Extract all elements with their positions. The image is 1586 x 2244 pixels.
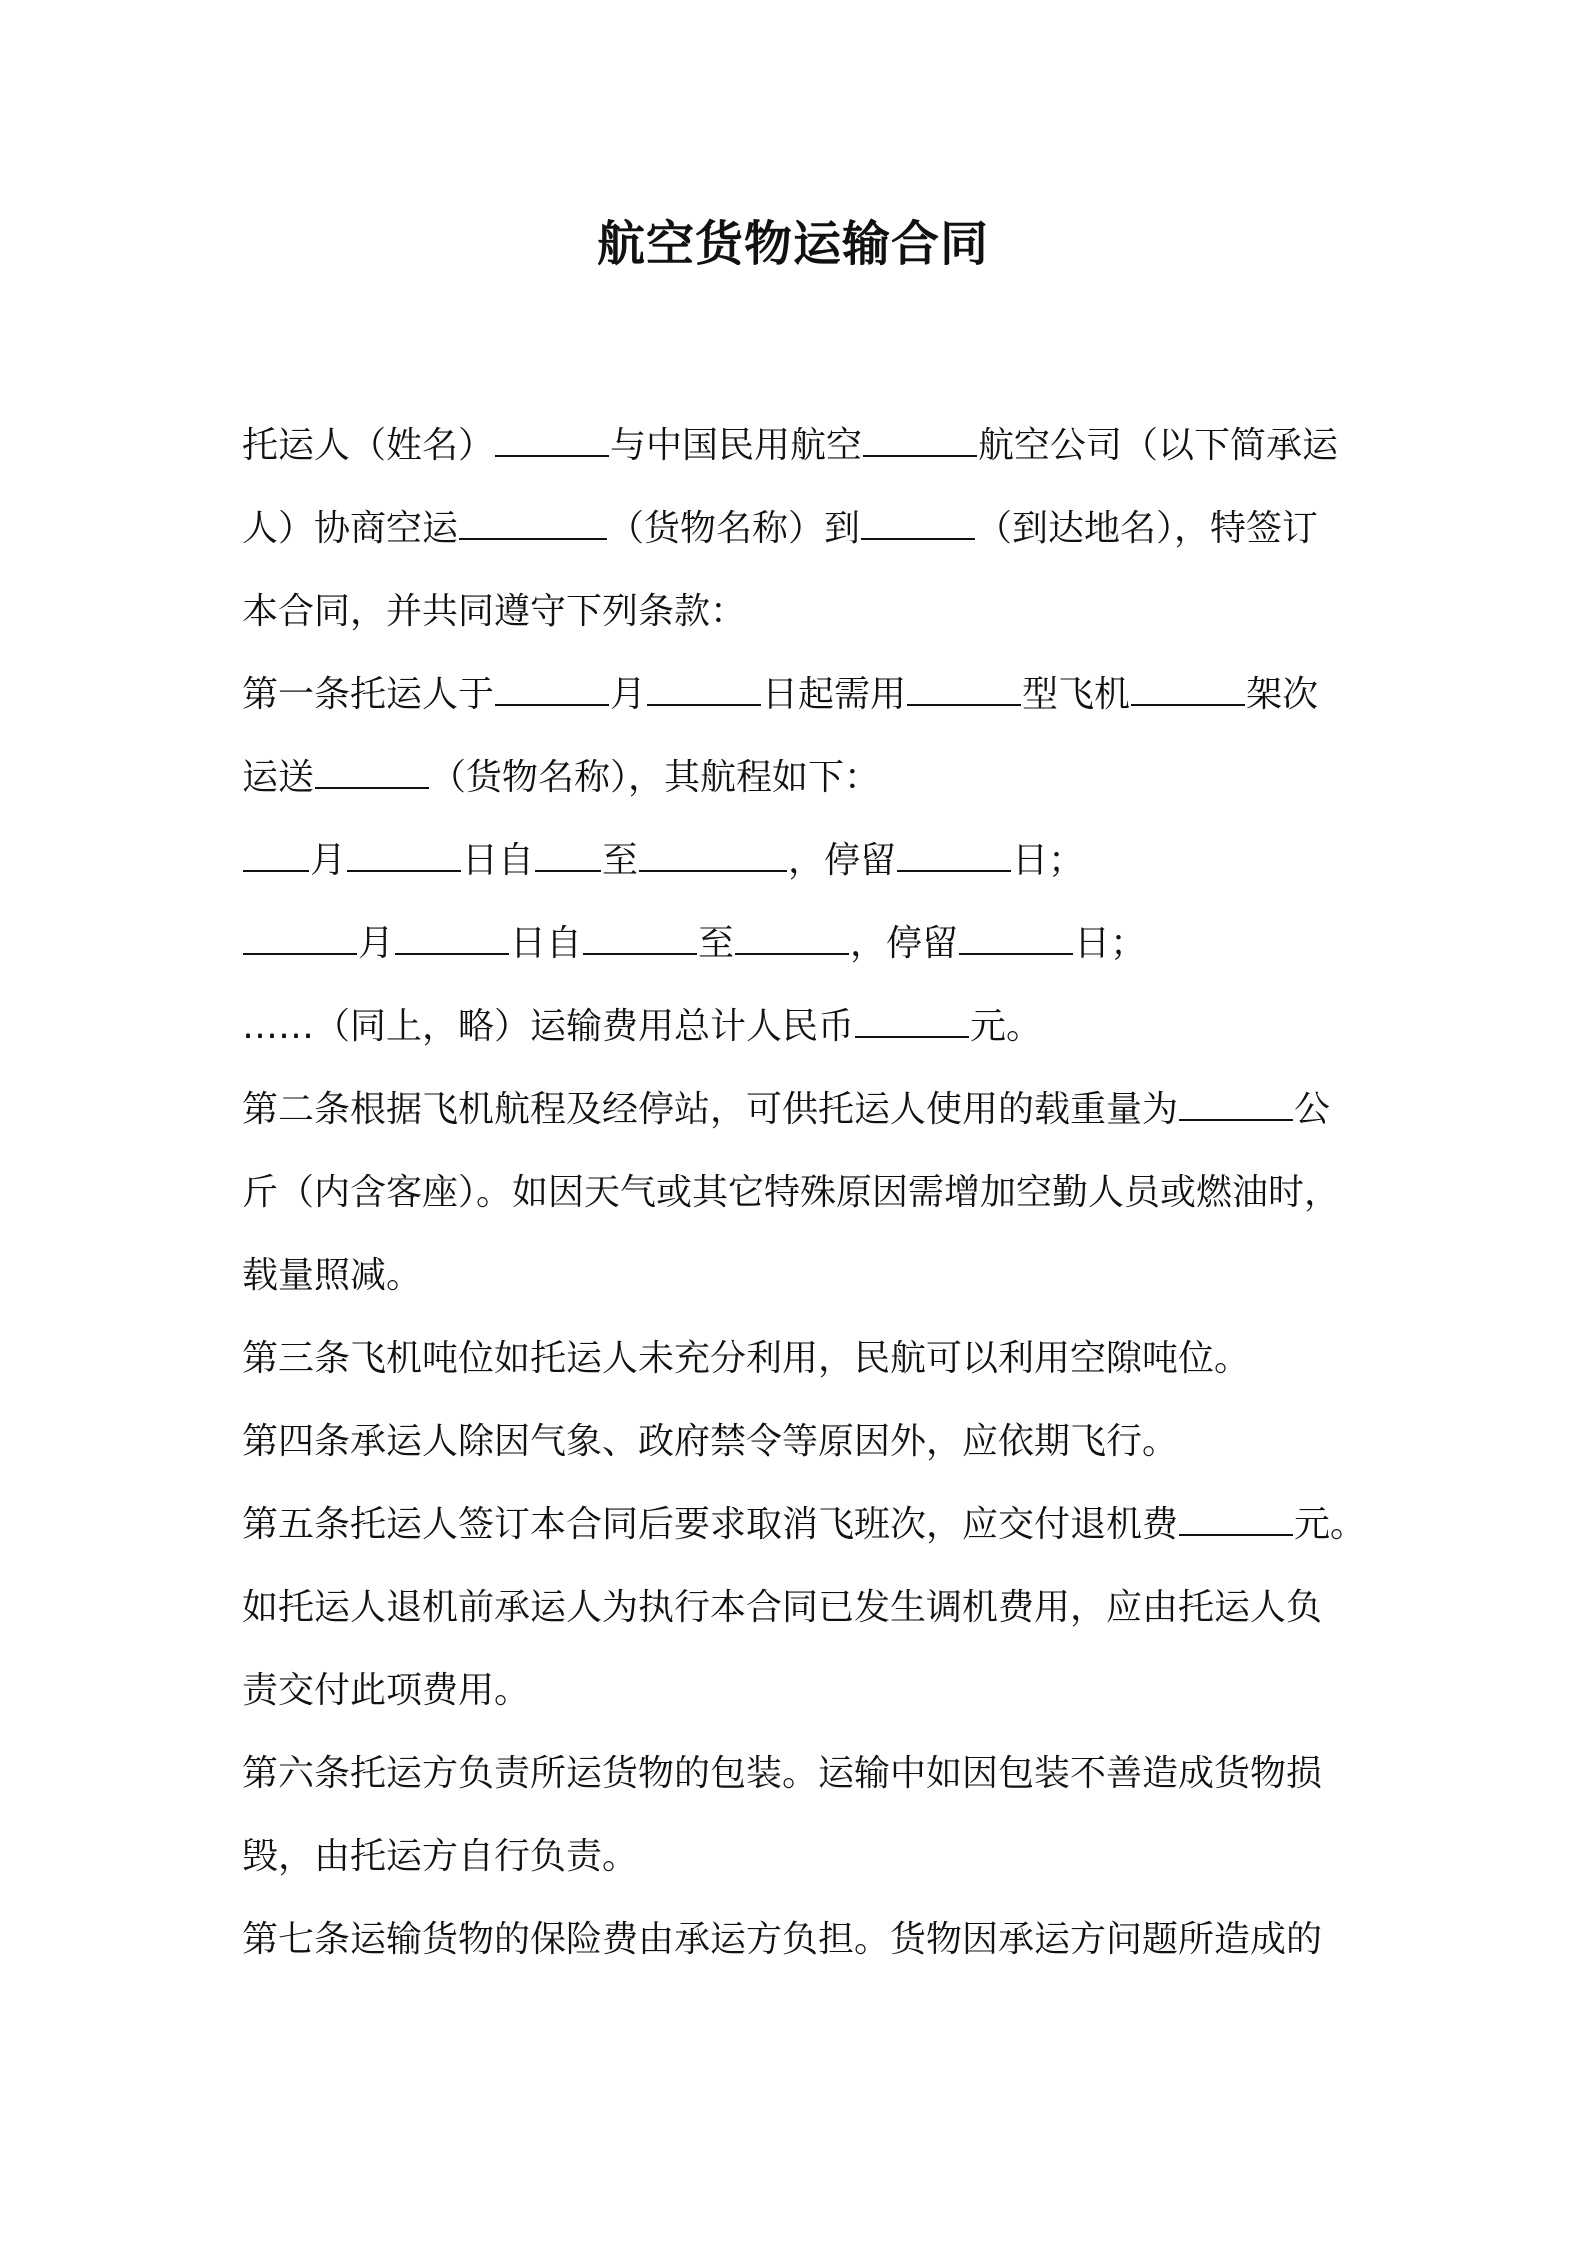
blank-cargo-name[interactable] bbox=[315, 757, 429, 789]
text-segment: 元。 bbox=[1294, 1504, 1367, 1545]
text-segment: 运送 bbox=[242, 757, 315, 798]
text-segment: 架次 bbox=[1246, 674, 1319, 715]
text-segment: 如托运人退机前承运人为执行本合同已发生调机费用，应由托运人负 bbox=[242, 1587, 1323, 1628]
text-segment: 日； bbox=[1012, 840, 1085, 881]
paragraph-line bbox=[242, 1483, 1392, 1566]
blank-day[interactable] bbox=[395, 923, 509, 955]
paragraph-line bbox=[242, 1732, 1392, 1815]
blank-month[interactable] bbox=[243, 840, 309, 872]
text-segment: 第五条托运人签订本合同后要求取消飞班次，应交付退机费 bbox=[242, 1504, 1179, 1545]
text-segment: 斤（内含客座）。如因天气或其它特殊原因需增加空勤人员或燃油时， bbox=[242, 1172, 1341, 1213]
text-segment: 日； bbox=[1074, 923, 1147, 964]
paragraph-line bbox=[242, 1400, 1392, 1483]
paragraph-line bbox=[242, 819, 1392, 902]
text-segment: ……（同上，略）运输费用总计人民币 bbox=[242, 1006, 855, 1047]
blank-day[interactable] bbox=[647, 674, 761, 706]
paragraph-line bbox=[242, 487, 1392, 570]
text-segment: ，停留 bbox=[788, 840, 897, 881]
text-segment: 第七条运输货物的保险费由承运方负担。货物因承运方问题所造成的 bbox=[242, 1919, 1323, 1960]
blank-cancel-fee[interactable] bbox=[1179, 1504, 1293, 1536]
text-segment: 本合同，并共同遵守下列条款： bbox=[242, 591, 747, 632]
text-segment: 日自 bbox=[462, 840, 535, 881]
text-segment: 航空公司（以下简承运 bbox=[978, 425, 1339, 466]
text-segment: 型飞机 bbox=[1022, 674, 1131, 715]
text-segment: 毁，由托运方自行负责。 bbox=[242, 1836, 639, 1877]
contract-body bbox=[242, 404, 1392, 1981]
text-segment: 至 bbox=[602, 840, 639, 881]
blank-total-fee[interactable] bbox=[855, 1006, 969, 1038]
paragraph-line bbox=[242, 1566, 1392, 1649]
paragraph-line bbox=[242, 1151, 1392, 1234]
text-segment: ，停留 bbox=[850, 923, 959, 964]
blank-sorties[interactable] bbox=[1131, 674, 1245, 706]
text-segment: 月 bbox=[358, 923, 395, 964]
blank-month[interactable] bbox=[495, 674, 609, 706]
blank-stay-days[interactable] bbox=[959, 923, 1073, 955]
text-segment: 公 bbox=[1294, 1089, 1331, 1130]
paragraph-line bbox=[242, 404, 1392, 487]
text-segment: 日自 bbox=[510, 923, 583, 964]
paragraph-line bbox=[242, 902, 1392, 985]
text-segment: 第三条飞机吨位如托运人未充分利用，民航可以利用空隙吨位。 bbox=[242, 1338, 1251, 1379]
text-segment: 第四条承运人除因气象、政府禁令等原因外，应依期飞行。 bbox=[242, 1421, 1179, 1462]
text-segment: （到达地名），特签订 bbox=[976, 508, 1319, 549]
blank-origin[interactable] bbox=[583, 923, 697, 955]
text-segment: 月 bbox=[610, 674, 647, 715]
blank-cargo-name[interactable] bbox=[459, 508, 607, 540]
paragraph-line bbox=[242, 736, 1392, 819]
blank-destination[interactable] bbox=[861, 508, 975, 540]
paragraph-line bbox=[242, 570, 1392, 653]
text-segment: 第六条托运方负责所运货物的包装。运输中如因包装不善造成货物损 bbox=[242, 1753, 1323, 1794]
text-segment: 日起需用 bbox=[762, 674, 907, 715]
text-segment: （货物名称）到 bbox=[608, 508, 861, 549]
document-title: 航空货物运输合同 bbox=[596, 216, 989, 272]
paragraph-line bbox=[242, 985, 1392, 1068]
paragraph-line bbox=[242, 1234, 1392, 1317]
text-segment: 月 bbox=[310, 840, 347, 881]
blank-aircraft-type[interactable] bbox=[907, 674, 1021, 706]
paragraph-line bbox=[242, 1815, 1392, 1898]
paragraph-line bbox=[242, 1317, 1392, 1400]
blank-day[interactable] bbox=[347, 840, 461, 872]
blank-consignor-name[interactable] bbox=[495, 425, 609, 457]
text-segment: 至 bbox=[698, 923, 735, 964]
text-segment: 与中国民用航空 bbox=[610, 425, 863, 466]
paragraph-line bbox=[242, 1898, 1392, 1981]
text-segment: （货物名称），其航程如下： bbox=[430, 757, 881, 798]
blank-payload[interactable] bbox=[1179, 1089, 1293, 1121]
blank-destination[interactable] bbox=[735, 923, 849, 955]
blank-origin[interactable] bbox=[535, 840, 601, 872]
text-segment: 托运人（姓名） bbox=[242, 425, 495, 466]
text-segment: 第一条托运人于 bbox=[242, 674, 495, 715]
blank-stay-days[interactable] bbox=[897, 840, 1011, 872]
blank-destination[interactable] bbox=[639, 840, 787, 872]
paragraph-line bbox=[242, 653, 1392, 736]
text-segment: 载量照减。 bbox=[242, 1255, 423, 1296]
paragraph-line bbox=[242, 1068, 1392, 1151]
blank-airline[interactable] bbox=[863, 425, 977, 457]
paragraph-line bbox=[242, 1649, 1392, 1732]
text-segment: 责交付此项费用。 bbox=[242, 1670, 531, 1711]
text-segment: 人）协商空运 bbox=[242, 508, 459, 549]
blank-month[interactable] bbox=[243, 923, 357, 955]
text-segment: 第二条根据飞机航程及经停站，可供托运人使用的载重量为 bbox=[242, 1089, 1179, 1130]
text-segment: 元。 bbox=[970, 1006, 1043, 1047]
